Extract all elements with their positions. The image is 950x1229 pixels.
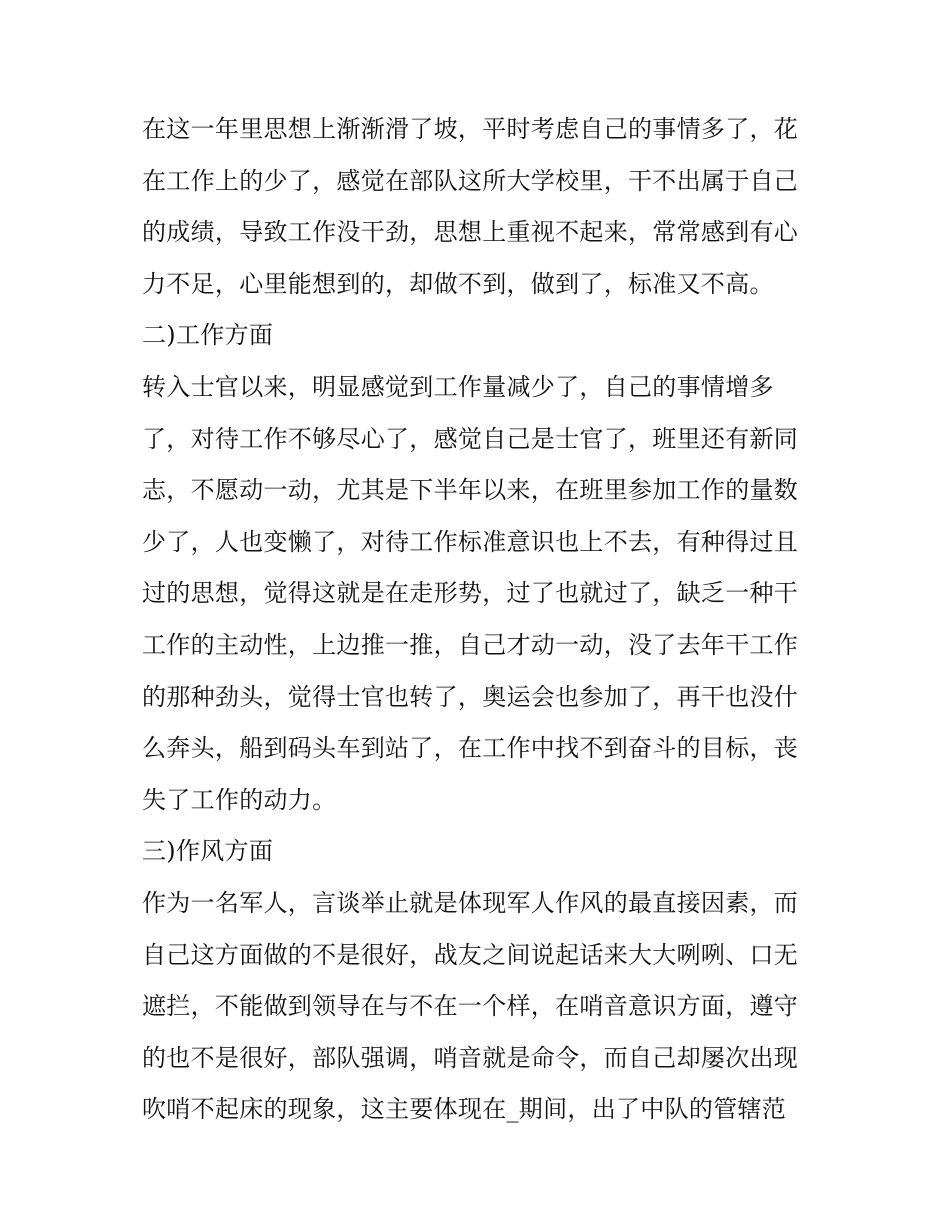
- text-line-11: 工作的主动性，上边推一推，自己才动一动，没了去年干工作: [142, 630, 799, 659]
- text-line-12: 的那种劲头，觉得士官也转了，奥运会也参加了，再干也没什: [142, 682, 799, 711]
- text-line-9: 少了，人也变懒了，对待工作标准意识也上不去，有种得过且: [142, 527, 799, 556]
- text-line-6: 转入士官以来，明显感觉到工作量减少了，自己的事情增多: [142, 372, 774, 401]
- text-line-10: 过的思想，觉得这就是在走形势，过了也就过了，缺乏一种干: [142, 579, 799, 608]
- text-line-17: 自己这方面做的不是很好，战友之间说起话来大大咧咧、口无: [142, 940, 799, 969]
- section-heading-style: 三)作风方面: [142, 837, 274, 866]
- text-line-1: 在这一年里思想上渐渐滑了坡，平时考虑自己的事情多了，花: [142, 115, 799, 143]
- text-line-19: 的也不是很好，部队强调，哨音就是命令，而自己却屡次出现: [142, 1043, 799, 1072]
- text-line-8: 志，不愿动一动，尤其是下半年以来，在班里参加工作的量数: [142, 476, 799, 505]
- section-heading-work: 二)工作方面: [142, 321, 274, 350]
- text-line-3: 的成绩，导致工作没干劲，思想上重视不起来，常常感到有心: [142, 218, 799, 247]
- text-line-14: 失了工作的动力。: [142, 785, 337, 814]
- text-line-18: 遮拦，不能做到领导在与不在一个样，在哨音意识方面，遵守: [142, 992, 799, 1021]
- text-line-20: 吹哨不起床的现象，这主要体现在_期间，出了中队的管辖范: [142, 1095, 787, 1124]
- text-line-4: 力不足，心里能想到的，却做不到，做到了，标准又不高。: [142, 269, 774, 298]
- text-line-13: 么奔头，船到码头车到站了，在工作中找不到奋斗的目标，丧: [142, 734, 799, 763]
- text-line-16: 作为一名军人，言谈举止就是体现军人作风的最直接因素，而: [142, 888, 799, 917]
- document-body: [142, 104, 822, 1136]
- text-line-2: 在工作上的少了，感觉在部队这所大学校里，干不出属于自己: [142, 166, 799, 195]
- text-line-7: 了，对待工作不够尽心了，感觉自己是士官了，班里还有新同: [142, 424, 799, 453]
